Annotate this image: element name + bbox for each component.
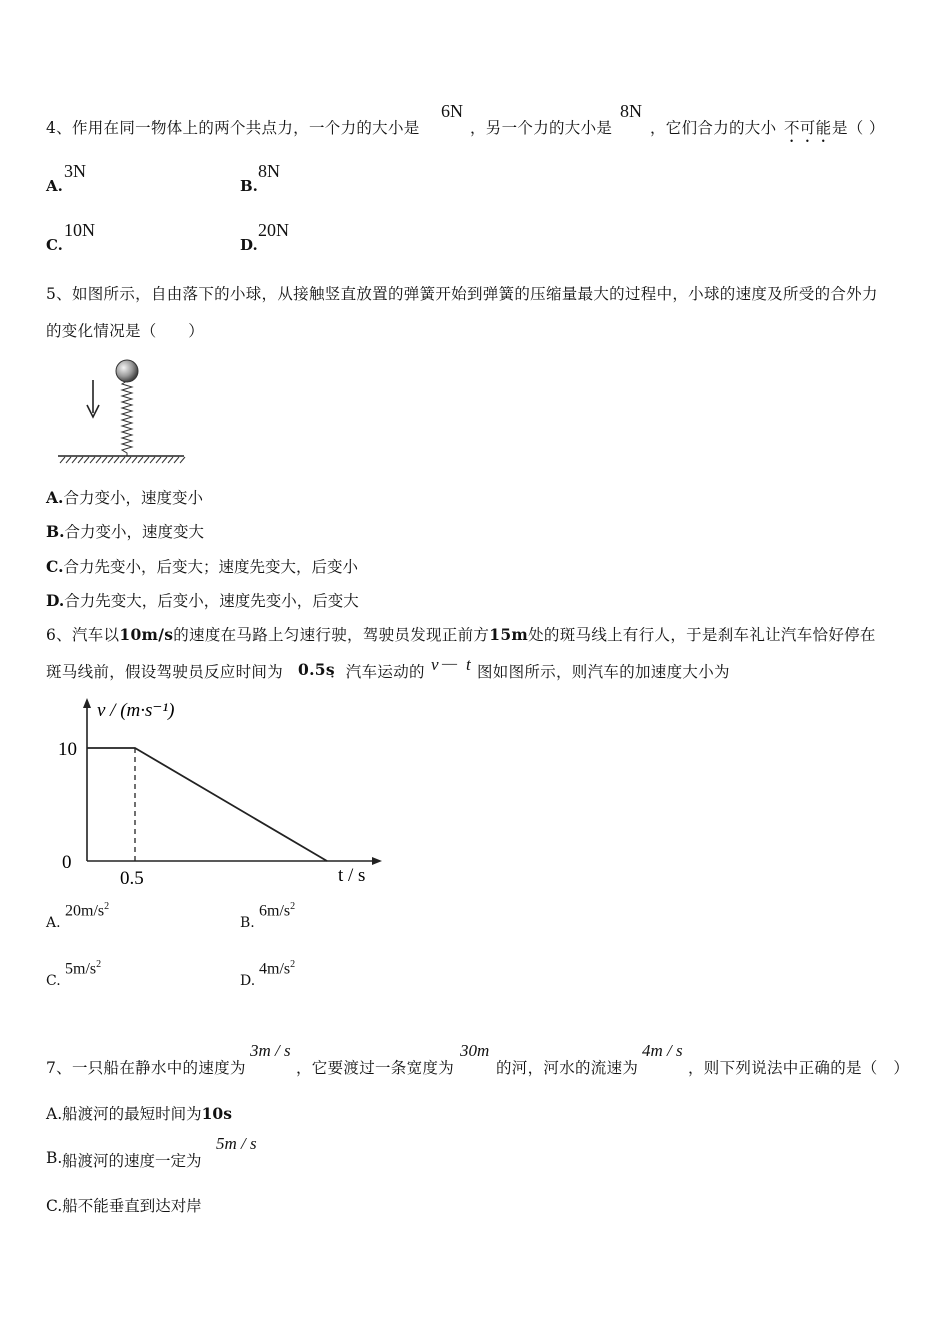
q6-option-c-number: 5m/s xyxy=(65,960,97,978)
q6-option-c-label: C. xyxy=(46,973,61,989)
q5-option-c xyxy=(46,555,358,577)
q4-text-5: 是（ ） xyxy=(832,119,885,137)
q6-option-b-exp: 2 xyxy=(290,901,296,912)
q5-option-a-text: 合力变小，速度变小 xyxy=(63,489,203,507)
ball xyxy=(116,360,138,382)
q7-option-b-text: 船渡河的速度一定为 xyxy=(62,1152,202,1170)
q4-option-b-label: B. xyxy=(240,177,258,195)
q5-option-b-text: 合力变小，速度变大 xyxy=(64,523,205,541)
spring xyxy=(122,381,132,456)
q7-boat-speed: 3m / s xyxy=(250,1041,291,1060)
q7-water-speed: 4m / s xyxy=(642,1041,683,1060)
q6-reaction-time: 0.5s xyxy=(298,660,335,679)
q5-line-2: 的变化情况是（ ） xyxy=(46,322,205,340)
q6-line-1-e: 处的斑马线上有行人，于是刹车礼让汽车恰好停在 xyxy=(528,626,876,644)
q6-option-a-value xyxy=(65,901,109,920)
y-tick-label-10: 10 xyxy=(58,739,77,760)
q7-river-width: 30m xyxy=(460,1041,490,1060)
q6-option-d-exp: 2 xyxy=(290,959,296,970)
q5-option-a xyxy=(46,486,203,508)
q4-option-d-value: 20N xyxy=(258,220,289,240)
velocity-line xyxy=(87,748,327,861)
q4-option-c-value: 10N xyxy=(64,220,95,240)
q5-option-d xyxy=(46,589,359,611)
q7-option-a-value: 10s xyxy=(201,1104,232,1123)
q6-option-d-label: D. xyxy=(240,973,256,989)
q4-option-d-label: D. xyxy=(240,236,258,254)
q6-option-b-number: 6m/s xyxy=(259,902,291,920)
q5-option-d-text: 合力先变大，后变小，速度先变小，后变大 xyxy=(64,592,359,610)
q6-option-a-exp: 2 xyxy=(104,901,110,912)
q7-option-c-label: C. xyxy=(46,1197,63,1215)
q7-option-c-text: 船不能垂直到达对岸 xyxy=(62,1197,202,1215)
q6-option-c-value xyxy=(65,959,101,978)
q6-option-b-value xyxy=(259,901,295,920)
y-tick-label-0: 0 xyxy=(62,852,72,873)
q4-option-c-label: C. xyxy=(46,236,63,254)
q7-option-b-label: B. xyxy=(46,1149,63,1167)
ground-hatch xyxy=(60,457,185,463)
q7-text-3: 的河，河水的流速为 xyxy=(496,1059,639,1077)
q4-emphasis: 不可能 xyxy=(784,119,832,137)
q6-option-a-label: A. xyxy=(46,915,61,931)
x-axis-label: t / s xyxy=(338,865,366,886)
q5-option-a-label: A. xyxy=(46,488,64,507)
q5-line-1: 5、如图所示，自由落下的小球，从接触竖直放置的弹簧开始到弹簧的压缩量最大的过程中，小球的速度及所受的合外力 xyxy=(46,285,878,303)
x-axis-arrow xyxy=(372,857,382,865)
q4-option-a-label: A. xyxy=(46,177,63,195)
q7-text-4: ，则下列说法中正确的是（ ） xyxy=(688,1059,910,1077)
q5-option-b-label: B. xyxy=(46,522,65,541)
q4-value-2: 8N xyxy=(620,101,642,121)
q6-vt-t: t xyxy=(466,655,471,674)
q5-option-d-label: D. xyxy=(46,591,65,610)
y-axis-label: v / (m·s⁻¹) xyxy=(97,700,175,721)
q6-option-c-exp: 2 xyxy=(96,959,102,970)
q6-distance: 15m xyxy=(489,625,529,644)
q6-vt-dash: — xyxy=(442,656,457,672)
q6-speed: 10m/s xyxy=(119,625,174,644)
q6-line-1-a: 6、汽车以 xyxy=(46,626,120,644)
q7-option-a-label: A. xyxy=(46,1105,63,1123)
y-axis-arrow xyxy=(83,698,91,708)
q7-option-a xyxy=(46,1102,232,1124)
q6-option-a-number: 20m/s xyxy=(65,902,105,920)
q7-option-a-text: 船渡河的最短时间为 xyxy=(62,1105,202,1123)
q6-option-d-value xyxy=(259,959,295,978)
q6-line-1-c: 的速度在马路上匀速行驶，驾驶员发现正前方 xyxy=(173,626,490,644)
q5-option-b xyxy=(46,520,204,542)
q4-text-3: ，它们合力的大小 xyxy=(650,119,777,137)
q7-text-1: 7、一只船在静水中的速度为 xyxy=(46,1059,246,1077)
q6-option-b-label: B. xyxy=(240,915,255,931)
q6-line-2-a: 斑马线前，假设驾驶员反应时间为 xyxy=(46,663,284,681)
q7-option-c xyxy=(46,1194,202,1216)
vt-chart xyxy=(50,688,395,893)
q5-option-c-label: C. xyxy=(46,557,64,576)
q6-line-2-c: ．汽车运动的 xyxy=(330,663,425,681)
q6-line-2-d: 图如图所示，则汽车的加速度大小为 xyxy=(477,663,730,681)
spring-ball-diagram xyxy=(50,355,190,470)
q4-value-1: 6N xyxy=(441,101,463,121)
q6-line-1 xyxy=(46,623,876,645)
q4-option-a-value: 3N xyxy=(64,161,86,181)
q4-text-1: 4、作用在同一物体上的两个共点力，一个力的大小是 xyxy=(46,119,420,137)
q6-option-d-number: 4m/s xyxy=(259,960,291,978)
x-tick-label-0.5: 0.5 xyxy=(120,868,144,889)
q4-option-b-value: 8N xyxy=(258,161,280,181)
q7-option-b-value: 5m / s xyxy=(216,1134,257,1153)
q7-text-2: ，它要渡过一条宽度为 xyxy=(296,1059,455,1077)
q6-vt-v: v xyxy=(431,655,439,674)
down-arrow-icon xyxy=(87,380,99,417)
q4-text-2: ，另一个力的大小是 xyxy=(470,119,613,137)
q5-option-c-text: 合力先变小，后变大；速度先变大，后变小 xyxy=(63,558,358,576)
